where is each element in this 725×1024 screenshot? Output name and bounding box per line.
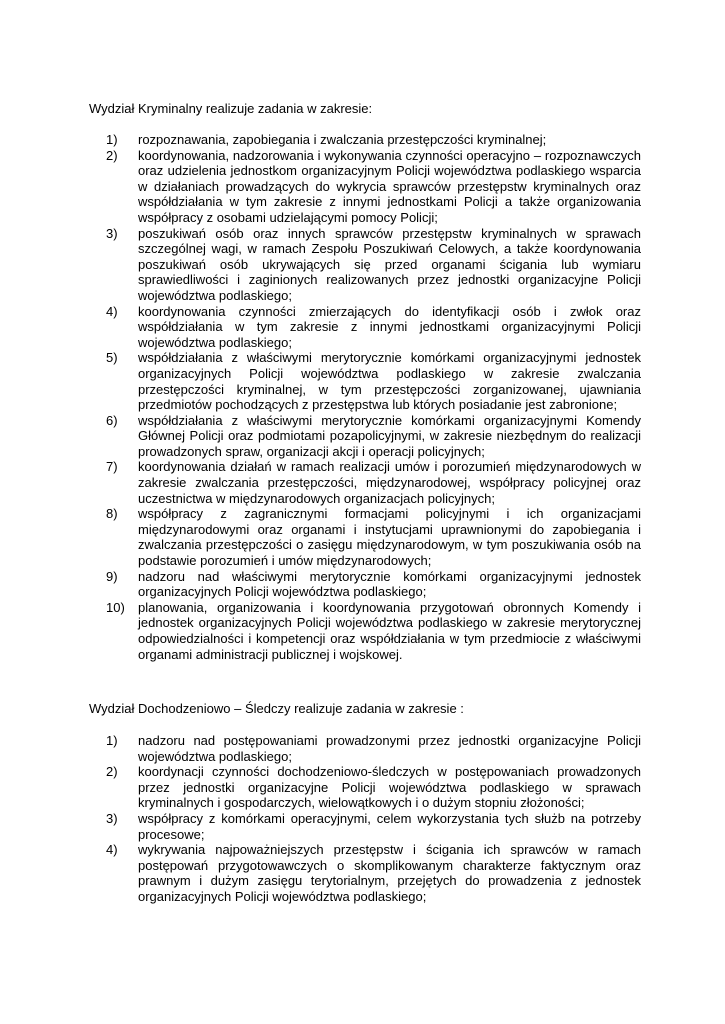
item-number: 6) (106, 412, 118, 428)
section-title-dochodzeniowo-sledczy: Wydział Dochodzeniowo – Śledczy realizuje zadania w zakresie : (89, 701, 464, 716)
list-item (0, 506, 725, 568)
item-number: 9) (106, 568, 118, 584)
item-number: 1) (106, 733, 118, 748)
task-list-kryminalny (0, 132, 725, 662)
list-item (0, 569, 725, 600)
item-number: 1) (106, 132, 118, 147)
item-text: koordynowania czynności zmierzających do identyfikacji osób i zwłok oraz współdziałania w tym zakresie z innymi jednostkami organizacyjnymi Policji województwa podlaskiego; (138, 303, 641, 350)
item-text: współpracy z zagranicznymi formacjami policyjnymi i ich organizacjami międzynarodowymi oraz organami i instytucjami uprawnionymi do zapobiegania i zwalczania przestępczości o zasięgu międzynarodowym, w tym poszukiwania osób na podstawie porozumień i umów międzynarodowych; (138, 506, 641, 569)
item-text: nadzoru nad właściwymi merytorycznie komórkami organizacyjnymi jednostek organizacyjnych Policji województwa podlaskiego; (138, 568, 641, 600)
item-text: planowania, organizowania i koordynowania przygotowań obronnych Komendy i jednostek organizacyjnych Policji województwa podlaskiego w zakresie merytorycznej odpowiedzialności i kompetencji oraz współdziałania w tym przedmiocie z właściwymi organami administracji publicznej i wojskowej. (138, 599, 641, 662)
list-item (0, 148, 725, 226)
item-number: 3) (106, 810, 118, 826)
item-text: współdziałania z właściwymi merytorycznie komórkami organizacyjnymi Komendy Głównej Policji oraz podmiotami pozapolicyjnymi, w zakresie niezbędnym do realizacji prowadzonych spraw, organizacji akcji i operacji policyjnych; (138, 412, 641, 459)
list-item (0, 600, 725, 662)
section-title-kryminalny: Wydział Kryminalny realizuje zadania w zakresie: (89, 101, 373, 116)
item-text: koordynacji czynności dochodzeniowo-śledczych w postępowaniach prowadzonych przez jednostki organizacyjne Policji województwa podlaskiego w sprawach kryminalnych i gospodarczych, wielowątkowych i o dużym stopniu złożoności; (138, 764, 641, 811)
item-text: współpracy z komórkami operacyjnymi, celem wykorzystania tych służb na potrzeby procesowe; (138, 810, 641, 842)
item-number: 4) (106, 842, 118, 858)
item-number: 4) (106, 303, 118, 319)
list-item (0, 459, 725, 506)
item-number: 5) (106, 350, 118, 366)
item-text: koordynowania, nadzorowania i wykonywania czynności operacyjno – rozpoznawczych oraz udzielenia jednostkom organizacyjnym Policji województwa podlaskiego wsparcia w działaniach prowadzących do wykrycia sprawców przestępstw kryminalnych oraz współdziałania w tym zakresie z innymi jednostkami Policji a także organizowania współpracy z osobami udzielającymi pomocy Policji; (138, 147, 641, 225)
list-item (0, 132, 725, 148)
list-item (0, 304, 725, 351)
item-text: współdziałania z właściwymi merytorycznie komórkami organizacyjnymi jednostek organizacyjnych Policji województwa podlaskiego w zakresie zwalczania przestępczości kryminalnej, w tym przestępczości zorganizowanej, ujawniania przedmiotów pochodzących z przestępstwa lub których posiadanie jest zabronione; (138, 350, 641, 413)
item-number: 2) (106, 147, 118, 163)
list-item (0, 733, 725, 764)
list-item (0, 350, 725, 412)
item-number: 10) (106, 599, 125, 615)
item-text: nadzoru nad postępowaniami prowadzonymi przez jednostki organizacyjne Policji województwa podlaskiego; (138, 733, 641, 764)
list-item (0, 226, 725, 304)
list-item (0, 842, 725, 904)
item-number: 8) (106, 506, 118, 522)
item-text: koordynowania działań w ramach realizacji umów i porozumień międzynarodowych w zakresie zwalczania przestępczości, międzynarodowej, współpracy policyjnej oraz uczestnictwa w międzynarodowych organizacjach policyjnych; (138, 459, 641, 506)
item-text: poszukiwań osób oraz innych sprawców przestępstw kryminalnych w sprawach szczególnej wagi, w ramach Zespołu Poszukiwań Celowych, a także koordynowania poszukiwań osób ukrywających się przed organami ścigania lub wymiaru sprawiedliwości i zaginionych realizowanych przez jednostki organizacyjne Policji województwa podlaskiego; (138, 225, 641, 303)
item-number: 7) (106, 459, 118, 475)
item-number: 2) (106, 764, 118, 780)
item-number: 3) (106, 225, 118, 241)
list-item (0, 811, 725, 842)
list-item (0, 764, 725, 811)
task-list-dochodzeniowo-sledczy (0, 733, 725, 905)
list-item (0, 413, 725, 460)
item-text: rozpoznawania, zapobiegania i zwalczania przestępczości kryminalnej; (138, 132, 547, 147)
item-text: wykrywania najpoważniejszych przestępstw i ścigania ich sprawców w ramach postępowań przygotowawczych o skomplikowanym charakterze faktycznym oraz prawnym i dużym zasięgu terytorialnym, przejętych do prowadzenia z jednostek organizacyjnych Policji województwa podlaskiego; (138, 842, 641, 904)
